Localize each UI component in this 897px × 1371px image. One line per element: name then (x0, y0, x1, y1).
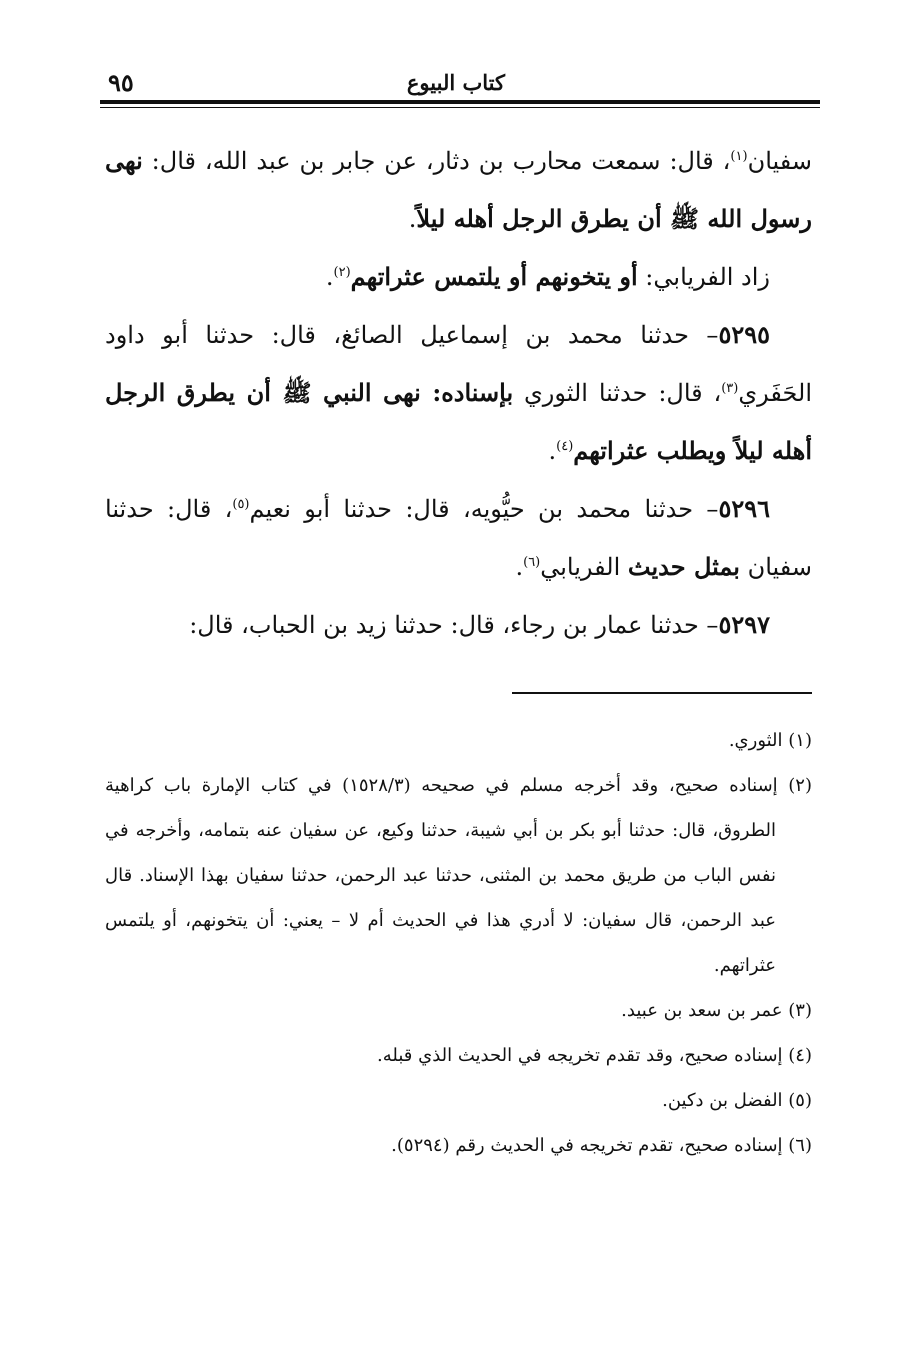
hadith-number: ٥٢٩٥ (718, 320, 770, 349)
paragraph-addition (105, 248, 812, 306)
footnote-separator (512, 692, 812, 694)
main-text (105, 132, 812, 654)
text-run: ، قال: سمعت محارب بن دثار، عن جابر بن عبد الله، قال: (142, 147, 731, 175)
chapter-title: كتاب البيوع (406, 70, 505, 95)
text-run: زاد الفريابي: (637, 263, 770, 291)
hadith-number: ٥٢٩٧ (718, 610, 770, 639)
text-run: – حدثنا محمد بن إسماعيل الصائغ، قال: حدثنا أبو داود الحَفَري (105, 321, 812, 407)
footnotes (105, 718, 812, 1168)
header-rule-thick (100, 100, 820, 104)
bold-text: نهى رسول الله ﷺ أن يطرق الرجل أهله ليلاً (105, 146, 812, 233)
footnote-5: (٥) الفضل بن دكين. (662, 1090, 812, 1111)
footnote-1: (١) الثوري. (728, 730, 812, 751)
footnote-6: (٦) إسناده صحيح، تقدم تخريجه في الحديث رقم (٥٢٩٤). (391, 1135, 812, 1156)
footnote-4: (٤) إسناده صحيح، وقد تقدم تخريجه في الحديث الذي قبله. (377, 1045, 812, 1066)
bold-text: أو يتخونهم أو يلتمس عثراتهم (350, 262, 638, 291)
hadith-5295 (105, 306, 812, 480)
text-run: – حدثنا محمد بن حيُّويه، قال: حدثنا أبو نعيم (249, 495, 719, 523)
text-run: ، قال: حدثنا الثوري (513, 379, 722, 407)
hadith-5297 (105, 596, 812, 654)
hadith-number: ٥٢٩٦ (718, 494, 770, 523)
footnote-ref: (٦) (523, 555, 541, 570)
footnote-ref: (٣) (721, 381, 739, 396)
text-run: ، قال: حدثنا سفيان (105, 495, 812, 581)
footnote-3: (٣) عمر بن سعد بن عبيد. (621, 1000, 812, 1021)
text-run: – حدثنا عمار بن رجاء، قال: حدثنا زيد بن الحباب، قال: (189, 611, 719, 639)
bold-text: بإسناده: نهى النبي ﷺ أن يطرق الرجل أهله ليلاً ويطلب عثراتهم (105, 378, 812, 465)
text-run: . (325, 263, 334, 291)
footnote-ref: (١) (730, 149, 748, 164)
page-number: ٩٥ (108, 68, 134, 97)
paragraph-continuation (105, 132, 812, 248)
footnote-ref: (٥) (232, 497, 250, 512)
hadith-5296 (105, 480, 812, 596)
text-run: . (408, 205, 417, 233)
header-rule-thin (100, 107, 820, 108)
text-run: سفيان (747, 147, 812, 175)
footnote-2: (٢) إسناده صحيح، وقد أخرجه مسلم في صحيحه (١٥٢٨/٣) في كتاب الإمارة باب كراهية الطروق، قال: حدثنا أبو بكر بن أبي شيبة، حدثنا وكيع، عن سفيان عنه بتمامه، وأخرجه في نفس الباب من طريق محمد بن المثنى، حدثنا عبد الرحمن، حدثنا سفيان بهذا الإسناد. قال عبد الرحمن، قال سفيان: لا أدري هذا في الحديث أم لا – يعني: أن يتخونهم، أو يلتمس عثراتهم. (105, 775, 812, 976)
running-header (100, 68, 820, 98)
footnote-ref: (٤) (556, 439, 574, 454)
text-run: الفريابي (540, 553, 628, 581)
bold-text: بمثل حديث (627, 552, 740, 581)
footnote-ref: (٢) (333, 265, 351, 280)
text-run: . (515, 553, 524, 581)
text-run: . (548, 437, 557, 465)
